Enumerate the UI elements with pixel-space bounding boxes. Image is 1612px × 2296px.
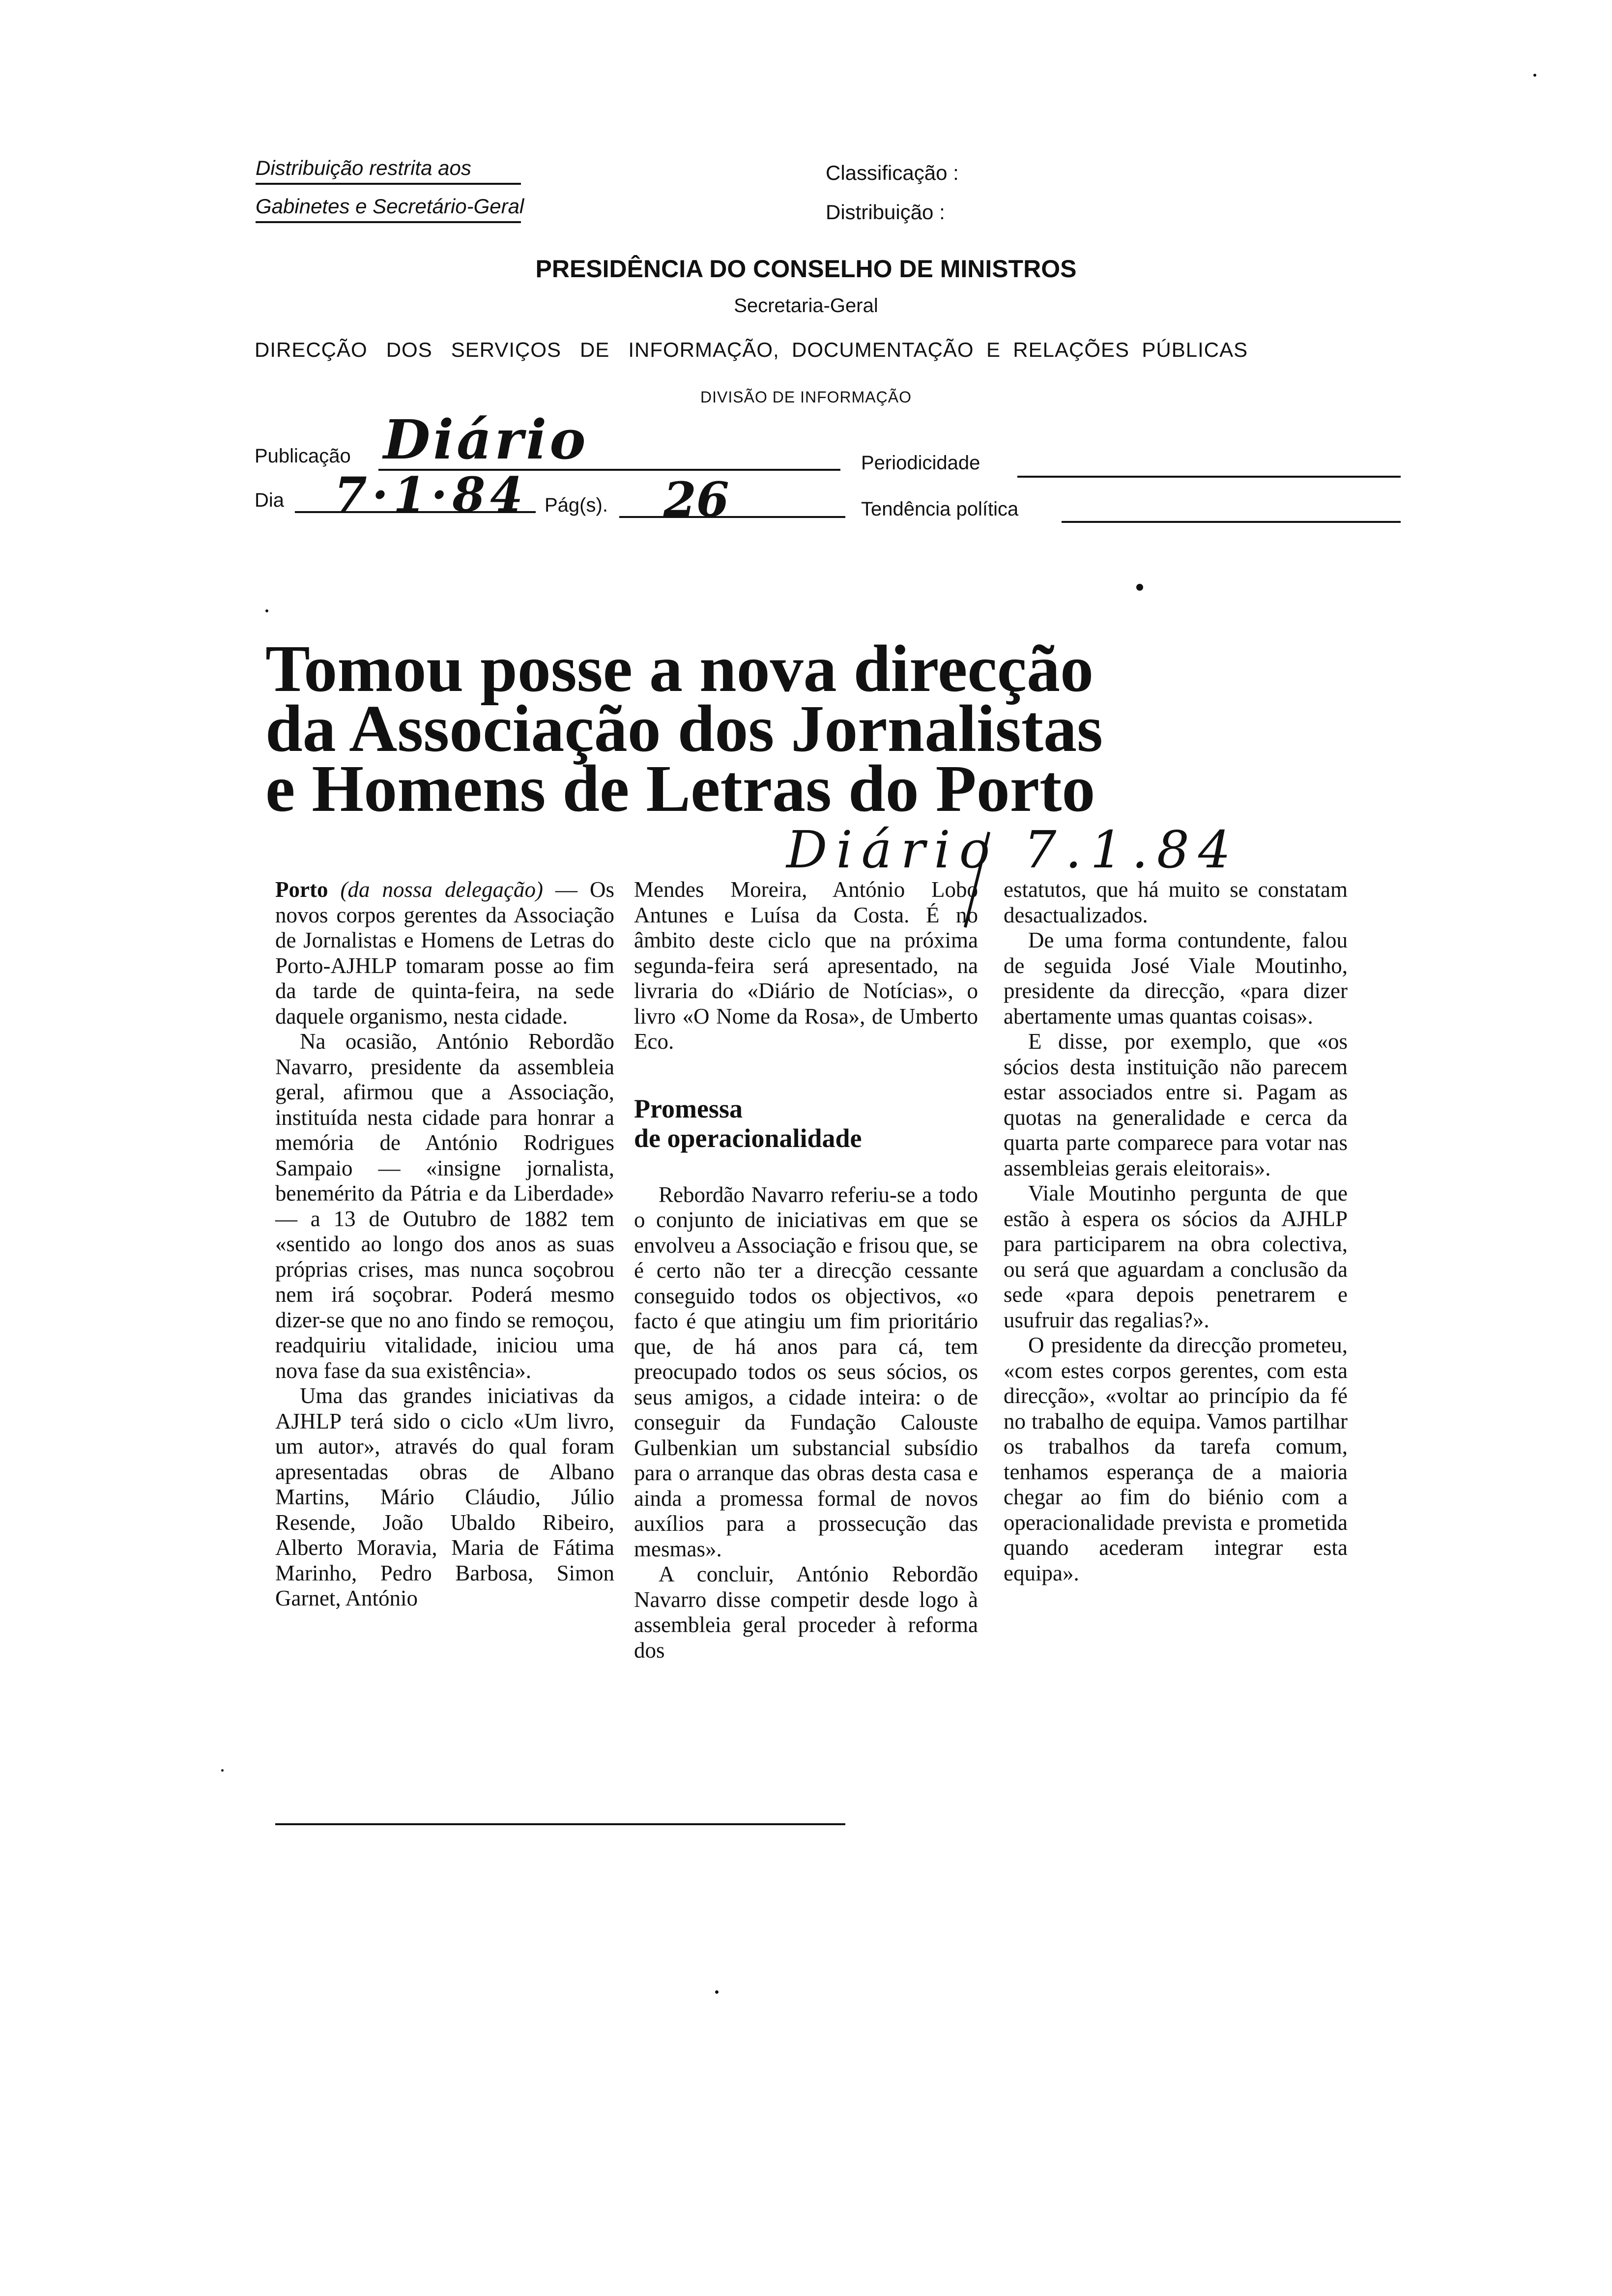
directorate: DIRECÇÃO DOS SERVIÇOS DE INFORMAÇÃO, DOCUMENTAÇÃO E RELAÇÕES PÚBLICAS — [255, 338, 1248, 361]
col3-paragraph-2: De uma forma contundente, falou de seguida José Viale Moutinho, presidente da direcção, «para dizer abertamente umas quantas coisas». — [1004, 928, 1348, 1029]
headline-line-1: Tomou posse a nova direcção — [265, 632, 1094, 706]
article-headline — [265, 632, 1297, 826]
col1-paragraph-2: Na ocasião, António Rebordão Navarro, presidente da assembleia geral, afirmou que a Associação, instituída nesta cidade para honrar a memória de António Rodrigues Sampaio — «insigne jornalista, benemérito da Pátria e da Liberdade» — a 13 de Outubro de 1882 tem «sentido ao longo dos anos as suas próprias crises, mas nunca soçobrou nem irá soçobrar. Poderá mesmo dizer-se que no ano findo se remoçou, readquiriu vitalidade, iniciou uma nova fase da sua existência». — [275, 1029, 614, 1383]
col2-lead-paragraph: Mendes Moreira, António Lobo Antunes e Luísa da Costa. É no âmbito deste ciclo que na próxima segunda-feira será apresentado, na livraria do «Diário de Notícias», o livro «O Nome da Rosa», de Umberto Eco. — [634, 877, 978, 1054]
subheading — [634, 1094, 978, 1153]
periodicity-line — [1017, 476, 1401, 478]
day-handwriting: 7·1·84 — [334, 467, 528, 522]
subheading-line-1: Promessa — [634, 1093, 743, 1123]
pages-line — [619, 516, 845, 518]
col2-paragraph-2: A concluir, António Rebordão Navarro disse competir desde logo à assembleia geral proceder à reforma dos — [634, 1562, 978, 1663]
publication-label: Publicação — [255, 445, 351, 467]
dateline: Porto — [275, 877, 328, 902]
article-column-3 — [1004, 877, 1348, 1586]
subheading-line-2: de operacionalidade — [634, 1123, 862, 1153]
col1-paragraph-1-text: — Os novos corpos gerentes da Associação de Jornalistas e Homens de Letras do Porto-AJHLP tomaram posse ao fim da tarde de quinta-feira, na sede daquele organismo, nesta cidade. — [275, 877, 615, 1029]
scan-speck — [1533, 74, 1536, 77]
col1-paragraph-3: Uma das grandes iniciativas da AJHLP terá sido o ciclo «Um livro, um autor», através do qual foram apresentadas obras de Albano Martins, Mário Cláudio, Júlio Resende, João Ubaldo Ribeiro, Alberto Moravia, Maria de Fátima Marinho, Pedro Barbosa, Simon Garnet, António — [275, 1383, 614, 1610]
col3-paragraph-3: E disse, por exemplo, que «os sócios desta instituição não parecem estar associados entre si. Pagam as quotas na generalidade e cerca da quarta parte comparece para votar nas assembleias gerais eleitorais». — [1004, 1029, 1348, 1180]
col3-paragraph-4: Viale Moutinho pergunta de que estão à espera os sócios da AJHLP para participarem na obra colectiva, ou será que aguardam a conclusão da sede «para depois penetrarem e usufruir das regalias?». — [1004, 1181, 1348, 1332]
tendency-label: Tendência política — [861, 498, 1019, 520]
col2-paragraph-1: Rebordão Navarro referiu-se a todo o conjunto de iniciativas em que se envolveu a Associação e frisou que, se é certo não ter a direcção cessante conseguido todos os objectivos, «o facto é que atingiu um fim prioritário que, de há anos para cá, tem preocupado todos os seus sócios, os seus amigos, a cidade inteira: o de conseguir da Fundação Calouste Gulbenkian um substancial subsídio para o arranque das obras desta casa e ainda a promessa formal de novos auxílios para a prossecução das mesmas». — [634, 1182, 978, 1561]
scan-speck — [221, 1769, 224, 1772]
distribution-underline-2 — [256, 221, 521, 223]
distribution-line-2: Gabinetes e Secretário-Geral — [256, 195, 524, 218]
periodicity-label: Periodicidade — [861, 452, 980, 474]
publication-handwriting: Diário — [383, 408, 589, 471]
division: DIVISÃO DE INFORMAÇÃO — [700, 388, 912, 406]
distribution-underline-1 — [256, 183, 521, 185]
dateline-note: (da nossa delegação) — [340, 877, 543, 902]
distribution-label: Distribuição : — [826, 201, 945, 224]
clipping-bottom-rule — [275, 1823, 845, 1825]
pages-handwriting: 26 — [663, 472, 729, 527]
institution-title: PRESIDÊNCIA DO CONSELHO DE MINISTROS — [535, 255, 1077, 283]
scan-speck — [1136, 584, 1143, 591]
tendency-line — [1062, 521, 1401, 523]
pages-label: Pág(s). — [545, 494, 608, 516]
article-column-1 — [275, 877, 614, 1611]
headline-line-2: da Associação dos Jornalistas — [265, 692, 1103, 766]
col3-paragraph-5: O presidente da direcção prometeu, «com estes corpos gerentes, com esta direcção», «voltar ao princípio da fé no trabalho de equipa. Vamos partilhar os trabalhos da tarefa comum, tenhamos esperança de a maioria chegar ao fim do biénio com a operacionalidade prevista e prometida quando acederam integrar esta equipa». — [1004, 1333, 1348, 1585]
article-column-2 — [634, 877, 978, 1663]
classification-label: Classificação : — [826, 161, 959, 184]
scan-speck — [715, 1990, 719, 1994]
headline-line-3: e Homens de Letras do Porto — [265, 752, 1095, 826]
day-label: Dia — [255, 489, 285, 511]
handwritten-date-annotation: Diário 7.1.84 — [786, 820, 1240, 880]
secretariat: Secretaria-Geral — [734, 295, 878, 316]
scan-speck — [265, 609, 268, 612]
col3-paragraph-1: estatutos, que há muito se constatam desactualizados. — [1004, 877, 1348, 927]
col1-paragraph-1 — [275, 877, 614, 1029]
distribution-line-1: Distribuição restrita aos — [256, 156, 471, 179]
